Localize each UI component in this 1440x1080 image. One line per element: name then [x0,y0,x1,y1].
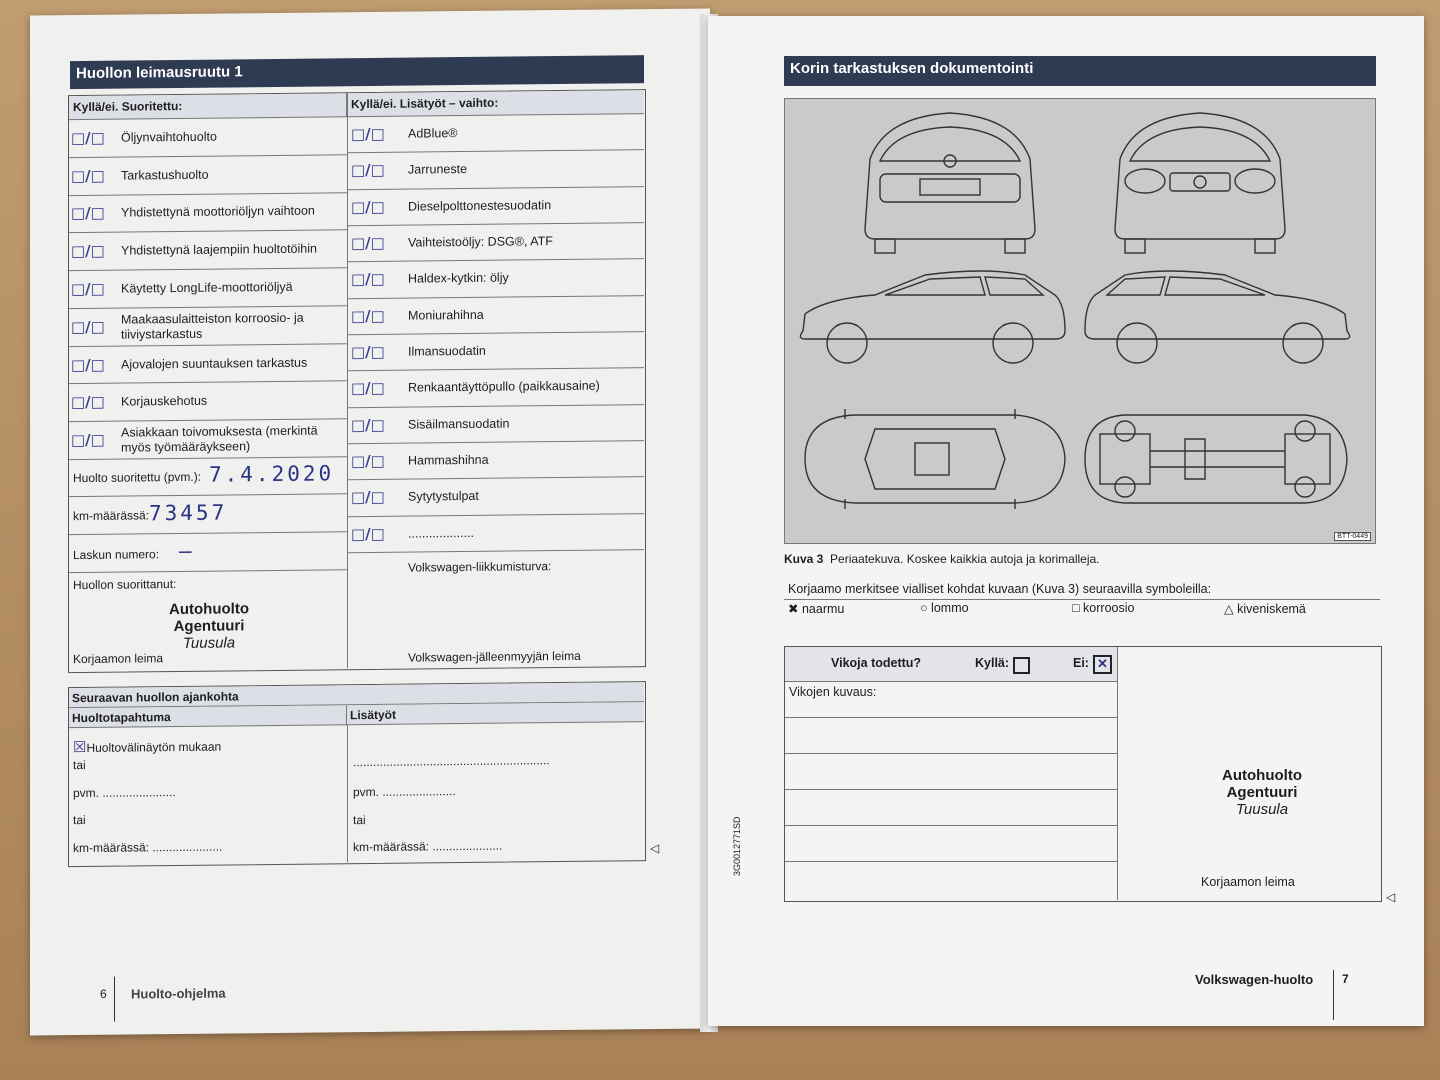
right-stamp-line-1: Autohuolto [1222,767,1302,784]
next-km-left: km-määrässä: ..................... [73,839,223,856]
defects-label: Vikoja todettu? [831,656,922,670]
extra-label: ................... [408,525,474,541]
cross-icon: ✖ [788,602,799,616]
car-figure [784,98,1376,544]
description-line-4 [785,825,1117,826]
extra-label: Moniurahihna [408,307,484,323]
next-or-2: tai [73,812,86,828]
extra-row [348,332,644,371]
extra-label: Haldex-kytkin: öljy [408,271,509,287]
yes-no-checkbox[interactable]: □/□ [351,234,385,253]
service-label: Korjauskehotus [121,394,208,409]
service-label: Asiakkaan toivomuksesta (merkintä myös työmääräykseen) [121,423,318,455]
right-page-title: Korin tarkastuksen dokumentointi [784,56,1376,86]
yes-no-checkbox[interactable]: □/□ [351,161,385,180]
service-row [69,117,347,158]
yes-no-checkbox[interactable]: □/□ [71,128,105,148]
car-underside-view [1085,415,1347,503]
extras-list [348,114,644,553]
yes-no-checkbox[interactable]: □/□ [351,415,385,435]
description-line-5 [785,861,1117,862]
extra-row [348,514,644,553]
caption-label: Kuva 3 [784,552,824,566]
figure-code: BTT-0449 [1334,532,1371,541]
right-footer: Volkswagen-huolto [1195,972,1314,987]
symbol-legend [788,601,1388,621]
km-value: 73457 [149,500,228,526]
col2-header: Kyllä/ei. Lisätyöt – vaihto: [347,90,644,117]
defects-question-row [785,647,1117,682]
service-label: Käytetty LongLife-moottoriöljyä [121,279,293,296]
no-label: Ei: [1073,656,1089,670]
left-footer: Huolto-ohjelma [131,985,226,1002]
yes-no-checkbox[interactable]: □/□ [71,166,105,185]
extra-row [348,114,644,153]
figure-caption [784,552,1100,566]
date-label: Huolto suoritettu (pvm.): [73,469,202,486]
triangle-icon: △ [1224,602,1234,616]
yes-no-checkbox[interactable]: □/□ [351,306,385,326]
yes-no-checkbox[interactable]: □/□ [351,452,385,471]
service-row [69,344,347,385]
next-col1-header: Huoltotapahtuma [69,705,347,728]
extra-label: Hammashihna [408,452,489,468]
description-line-1 [785,717,1117,718]
symbol-instruction: Korjaamo merkitsee vialliset kohdat kuvaan (Kuva 3) seuraavilla symboleilla: [788,582,1212,596]
invoice-value: — [179,538,195,564]
yes-no-checkbox[interactable]: □/□ [71,317,105,336]
service-label: Tarkastushuolto [121,167,209,183]
no-checkbox-checked[interactable]: ✕ [1093,655,1112,674]
stamp-line-3: Tuusula [182,634,236,652]
car-left-side-view [800,271,1065,363]
km-label: km-määrässä: [73,508,150,524]
service-label: Yhdistettynä moottoriöljyn vaihtoon [121,203,315,221]
extra-row [348,187,644,226]
next-or-1: tai [73,757,86,773]
stamp-line-1: Autohuolto [169,600,249,619]
instruction-rule [784,599,1380,600]
service-row [69,419,347,460]
yes-no-checkbox[interactable]: □/□ [351,524,385,544]
next-km-right: km-määrässä: ..................... [353,838,503,855]
yes-no-checkbox[interactable]: □/□ [71,355,105,374]
extra-label: Sytytystulpat [408,489,479,505]
dealer-cell [348,550,644,669]
continue-arrow-icon-right: ◁ [1386,890,1396,904]
km-row [69,493,347,535]
left-page-title: Huollon leimausruutu 1 [70,55,644,89]
dealer-stamp-label: Volkswagen-jälleenmyyjän leima [408,648,581,665]
yes-no-checkbox[interactable]: □/□ [351,125,385,144]
next-or-3: tai [353,813,366,828]
right-stamp-line-2: Agentuuri [1226,784,1298,801]
service-row [69,268,347,309]
right-page-number: 7 [1342,972,1349,986]
extra-row [348,259,644,298]
service-row [69,306,347,347]
date-value: 7.4.2020 [209,461,335,487]
car-front-view [1115,113,1285,253]
right-footer-divider [1333,970,1334,1020]
date-row [69,457,347,497]
extra-label: Ilmansuodatin [408,343,486,359]
extra-row [348,477,644,516]
square-icon: □ [1072,601,1080,615]
left-page [30,8,710,1035]
car-top-view [805,409,1065,509]
extra-label: Jarruneste [408,162,468,178]
symbol-scratch: ✖ naarmu [788,602,845,616]
workshop-stamp [129,600,289,653]
stamp-line-2: Agentuuri [173,617,245,636]
invoice-label: Laskun numero: [73,547,160,563]
car-right-side-view [1085,271,1350,363]
extra-label: Renkaantäyttöpullo (paikkausaine) [408,379,600,396]
stamp-table [68,89,646,673]
description-label: Vikojen kuvaus: [789,685,877,699]
service-label: Öljynvaihtohuolto [121,129,217,145]
symbol-corrosion: □ korroosio [1072,601,1135,615]
description-line-2 [785,753,1117,754]
next-service-title: Seuraavan huollon ajankohta [69,682,644,708]
yes-no-checkbox[interactable]: □/□ [351,270,385,289]
right-workshop-stamp [1177,767,1347,818]
extra-row [348,223,644,262]
yes-no-checkbox[interactable]: □/□ [351,197,385,217]
extra-label: Sisäilmansuodatin [408,416,510,432]
yes-label: Kyllä: [975,656,1010,670]
service-label: Maakaasulaitteiston korroosio- ja tiiviystarkastus [121,310,304,342]
document-code: 3G0012771SD [732,816,742,876]
next-col2-header: Lisätyöt [347,702,644,725]
check-icon: ☒ [73,737,87,757]
right-workshop-stamp-label: Korjaamon leima [1201,875,1295,889]
yes-no-checkbox[interactable]: □/□ [71,393,105,412]
next-service-table [68,681,646,867]
next-date-right: pvm. ...................... [353,784,456,800]
car-diagram [785,99,1375,543]
extra-label: AdBlue® [408,126,458,141]
circle-icon: ○ [920,601,928,615]
workshop-stamp-label: Korjaamon leima [73,651,164,667]
extra-row [348,296,644,335]
yes-no-checkbox[interactable]: □/□ [71,279,105,299]
description-line-3 [785,789,1117,790]
symbol-stone-chip: △ kiveniskemä [1224,602,1306,616]
next-extra-line: ........................................................... [353,753,550,770]
vw-security-label: Volkswagen-liikkumisturva: [408,559,552,575]
defects-divider [1117,647,1118,900]
symbol-dent: ○ lommo [920,601,969,615]
extra-row [348,150,644,189]
invoice-row [69,531,347,573]
service-label: Yhdistettynä laajempiin huoltotöihin [121,241,317,258]
next-item-interval: ☒Huoltovälinäytön mukaan [73,737,222,757]
col1-header: Kyllä/ei. Suoritettu: [69,93,347,120]
left-page-number: 6 [100,986,107,1001]
extra-row [348,405,644,444]
service-row [69,193,347,234]
service-row [69,231,347,272]
yes-no-checkbox[interactable]: □/□ [71,204,105,223]
performed-by-label: Huollon suorittanut: [73,577,177,593]
extra-label: Dieselpolttonestesuodatin [408,197,552,214]
yes-no-checkbox[interactable]: □/□ [351,488,385,507]
yes-no-checkbox[interactable]: □/□ [351,343,385,362]
performed-by-cell [69,569,347,672]
service-row [69,382,347,423]
footer-divider [114,977,115,1022]
service-list [69,117,347,460]
defects-table [784,646,1382,902]
service-label: Ajovalojen suuntauksen tarkastus [121,355,308,372]
right-page [708,16,1424,1026]
service-row [69,155,347,196]
car-rear-view [865,113,1035,253]
next-date-left: pvm. ...................... [73,785,176,801]
yes-checkbox[interactable] [1013,657,1030,674]
yes-no-checkbox[interactable]: □/□ [351,379,385,398]
caption-text: Periaatekuva. Koskee kaikkia autoja ja korimalleja. [830,552,1100,566]
next-divider [347,725,348,862]
extra-row [348,441,644,480]
yes-no-checkbox[interactable]: □/□ [71,430,105,450]
extra-label: Vaihteistoöljy: DSG®, ATF [408,234,553,250]
right-stamp-line-3: Tuusula [1235,801,1289,818]
continue-arrow-icon: ◁ [650,840,660,856]
extra-row [348,368,644,407]
yes-no-checkbox[interactable]: □/□ [71,241,105,261]
